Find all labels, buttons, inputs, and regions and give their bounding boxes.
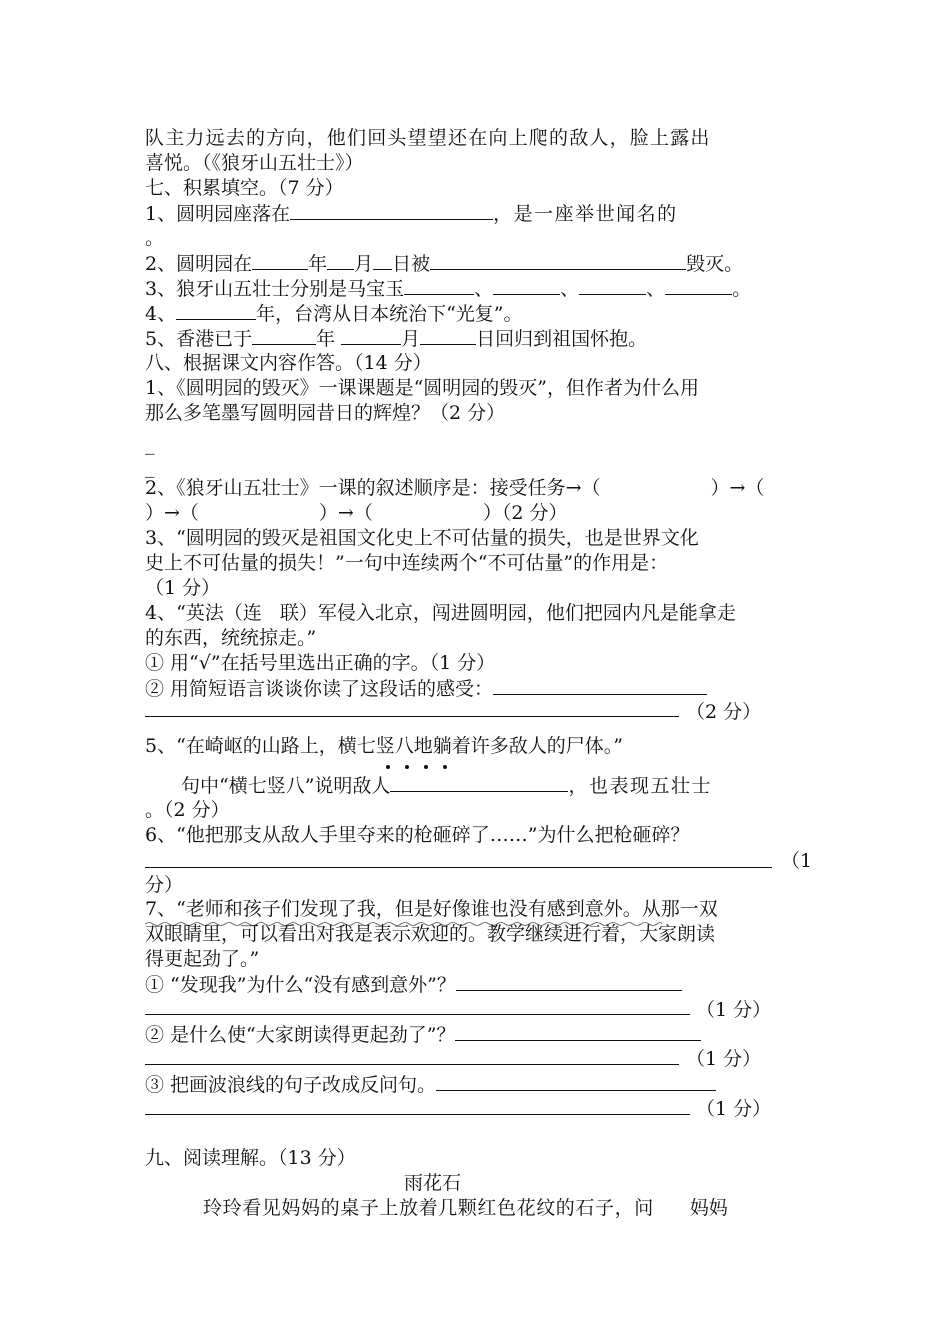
text-line: 喜悦。（《狼牙山五壮士》）	[145, 152, 364, 174]
score-label: （1 分）	[145, 577, 221, 599]
separator: 。	[732, 278, 752, 300]
question-text: 年	[316, 328, 342, 350]
question-text: 年，台湾从日本统治下“光复”。	[256, 303, 523, 325]
emphasis-dot	[386, 765, 390, 769]
section-title: 九、阅读理解。（13 分）	[145, 1147, 356, 1169]
question-line	[145, 501, 567, 525]
answer-line[interactable]	[145, 716, 679, 717]
question-line: 7、“老师和孩子们发现了我，但是好像谁也没有感到意外。从那一双	[145, 898, 718, 920]
section-title: 八、根据课文内容作答。（14 分）	[145, 352, 432, 374]
question-text: ① “发现我”为什么“没有感到意外”？	[145, 974, 456, 996]
score-label: 。（2 分）	[145, 799, 230, 821]
question-line: 1、《圆明园的毁灭》一课课题是“圆明园的毁灭”，但作者为什么用	[145, 377, 700, 399]
question-text: 日回归到祖国怀抱。	[476, 328, 648, 350]
question-text: ）→（	[145, 502, 199, 524]
answer-blank[interactable]	[493, 276, 560, 295]
question-text: ，也表现五壮士	[568, 775, 712, 797]
answer-blank[interactable]	[436, 1072, 716, 1091]
question-text: 3、狼牙山五壮士分别是马宝玉	[145, 278, 405, 300]
score-label: （1 分）	[696, 999, 772, 1021]
question-line	[145, 326, 647, 351]
question-text: ② 用简短语言谈谈你读了这段话的感受：	[145, 678, 494, 700]
answer-blank[interactable]	[252, 251, 308, 270]
text-line: 队主力远去的方向，他们回头望望还在向上爬的敌人，脸上露出	[145, 127, 711, 149]
answer-line[interactable]	[145, 867, 772, 868]
question-line: 5、“在崎岖的山路上，横七竖八地躺着许多敌人的尸体。”	[145, 735, 624, 757]
separator: 、	[560, 278, 580, 300]
answer-blank[interactable]	[404, 276, 474, 295]
question-line	[145, 201, 678, 226]
answer-blank[interactable]	[455, 1022, 701, 1041]
answer-blank[interactable]	[456, 972, 682, 991]
question-line: 双眼睛里，可以看出对我是表示欢迎的。教学继续进行着，大家朗读	[145, 923, 716, 945]
question-text: ③ 把画波浪线的句子改成反问句。	[145, 1074, 437, 1096]
answer-blank[interactable]	[176, 301, 256, 320]
score-label: （1	[781, 850, 813, 872]
answer-blank[interactable]	[327, 251, 354, 270]
answer-dash[interactable]: _	[145, 456, 155, 478]
emphasis-dot	[424, 765, 428, 769]
question-line: 那么多笔墨写圆明园昔日的辉煌？（2 分）	[145, 402, 506, 424]
sub-question	[145, 1072, 716, 1097]
question-text: 日被	[392, 253, 431, 275]
question-line: 6、“他把那支从敌人手里夺来的枪砸碎了……”为什么把枪砸碎？	[145, 824, 690, 846]
answer-blank[interactable]	[373, 251, 392, 270]
question-line	[145, 301, 523, 326]
question-text: ，是一座举世闻名的	[493, 203, 678, 225]
section-title: 七、积累填空。（7 分）	[145, 177, 344, 199]
answer-blank[interactable]	[341, 326, 401, 345]
answer-blank[interactable]	[493, 676, 707, 695]
question-line: 4、“英法（连 联）军侵入北京，闯进圆明园，他们把园内凡是能拿走	[145, 602, 736, 624]
score-label: （2 分）	[686, 701, 762, 723]
passage-text: 妈妈	[689, 1197, 728, 1219]
question-text: 4、	[145, 303, 177, 325]
sub-question	[145, 1022, 701, 1047]
answer-blank[interactable]	[579, 276, 646, 295]
answer-line[interactable]	[145, 1014, 690, 1015]
question-line: 的东西，统统掠走。”	[145, 627, 317, 649]
question-text: 2、圆明园在	[145, 253, 253, 275]
question-text: 句中“横七竖八”说明敌人	[181, 775, 391, 797]
answer-blank[interactable]	[665, 276, 732, 295]
passage-text: 玲玲看见妈妈的桌子上放着几颗红色花纹的石子，问	[203, 1197, 654, 1219]
answer-blank[interactable]	[390, 773, 568, 792]
question-text: 月	[354, 253, 374, 275]
emphasis-dot	[443, 765, 447, 769]
sub-question	[145, 676, 707, 701]
passage-line	[145, 1196, 728, 1220]
answer-blank[interactable]	[420, 326, 476, 345]
score-label: （1 分）	[686, 1048, 762, 1070]
answer-line[interactable]	[145, 1064, 679, 1065]
answer-dash[interactable]: _	[145, 433, 155, 455]
question-text: 月	[401, 328, 421, 350]
score-label: （1 分）	[696, 1098, 772, 1120]
emphasis-dot	[405, 765, 409, 769]
question-line: 3、“圆明园的毁灭是祖国文化史上不可估量的损失，也是世界文化	[145, 527, 699, 549]
question-text: 5、香港已于	[145, 328, 253, 350]
question-line: 得更起劲了。”	[145, 948, 260, 970]
answer-blank[interactable]	[252, 326, 316, 345]
question-text: 1、圆明园座落在	[145, 203, 291, 225]
separator: 、	[474, 278, 494, 300]
question-line: 史上不可估量的损失！”一句中连续两个“不可估量”的作用是：	[145, 552, 669, 574]
question-line	[145, 773, 712, 798]
separator: 、	[646, 278, 666, 300]
answer-blank[interactable]	[290, 201, 493, 220]
sub-question	[145, 972, 682, 997]
question-text: ② 是什么使“大家朗读得更起劲了”？	[145, 1024, 456, 1046]
question-line	[145, 476, 764, 500]
score-label: 分）	[145, 874, 184, 896]
answer-line[interactable]	[145, 1114, 690, 1115]
sub-question: ① 用“√”在括号里选出正确的字。（1 分）	[145, 652, 496, 674]
question-text: 2、《狼牙山五壮士》一课的叙述顺序是：接受任务→（	[145, 477, 601, 499]
question-text: 年	[308, 253, 328, 275]
passage-title: 雨花石	[404, 1172, 462, 1194]
question-text: ）（2 分）	[482, 502, 568, 524]
text-line: 。	[145, 227, 165, 249]
question-text: ）→（	[318, 502, 373, 524]
question-text: 毁灭。	[686, 253, 744, 275]
question-text: ）→（	[710, 477, 765, 499]
question-line	[145, 251, 743, 276]
answer-blank[interactable]	[430, 251, 686, 270]
question-line	[145, 276, 751, 301]
